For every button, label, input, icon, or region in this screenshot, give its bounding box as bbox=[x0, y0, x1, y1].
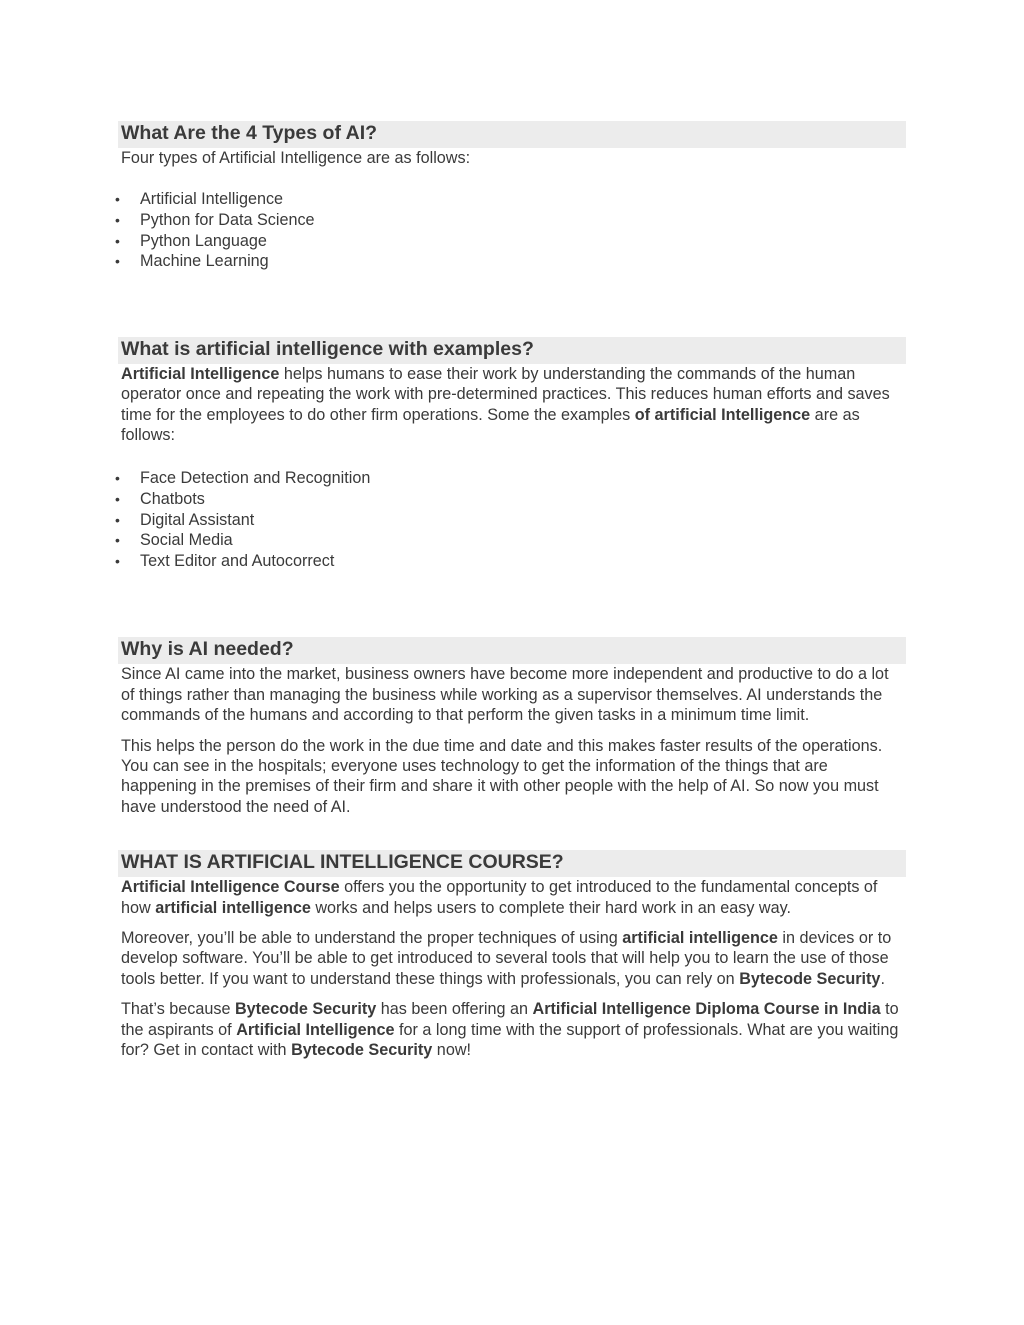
list-item: • Face Detection and Recognition bbox=[115, 469, 371, 488]
list-item: • Python Language bbox=[115, 231, 267, 250]
section-paragraph: Moreover, you’ll be able to understand the proper techniques of using artificial intelligence in devices or to develop software. You’ll be able to get introduced to several tools that will help you to learn the use of those tools better. If you want to understand these things with professionals, you can rely on Bytecode Security. bbox=[121, 929, 892, 988]
section-why-ai-needed bbox=[118, 637, 906, 817]
section-heading: What Are the 4 Types of AI? bbox=[118, 121, 906, 148]
section-types-of-ai bbox=[115, 121, 906, 272]
list-item: • Text Editor and Autocorrect bbox=[115, 551, 335, 570]
list-item: • Digital Assistant bbox=[115, 510, 255, 529]
list-item: • Artificial Intelligence bbox=[115, 190, 284, 209]
list-item: • Python for Data Science bbox=[115, 211, 315, 229]
types-list bbox=[115, 189, 906, 271]
section-intro: Four types of Artificial Intelligence are as follows: bbox=[121, 149, 471, 167]
section-heading: WHAT IS ARTIFICIAL INTELLIGENCE COURSE? bbox=[118, 850, 906, 877]
section-heading: Why is AI needed? bbox=[118, 637, 906, 664]
section-ai-examples bbox=[115, 337, 906, 572]
document-body bbox=[115, 121, 906, 1070]
section-heading: What is artificial intelligence with examples? bbox=[118, 337, 906, 364]
section-paragraph: That’s because Bytecode Security has been offering an Artificial Intelligence Diploma Course in India to the aspirants of Artificial Intelligence for a long time with the support of professionals. What are you waiting for? Get in contact with Bytecode Security now! bbox=[121, 1000, 899, 1060]
list-item: • Chatbots bbox=[115, 490, 205, 508]
list-item: • Social Media bbox=[115, 531, 233, 550]
examples-list bbox=[115, 468, 906, 571]
section-paragraph: Artificial Intelligence helps humans to ease their work by understanding the commands of the human operator once and repeating the work with pre-determined practices. This reduces human efforts and saves time for the employees to do other firm operations. Some the examples of artificial Intelligence are as follows: bbox=[121, 364, 890, 444]
section-ai-course bbox=[118, 850, 906, 1060]
section-paragraph: Artificial Intelligence Course offers you the opportunity to get introduced to the fundamental concepts of how artificial intelligence works and helps users to complete their hard work in an easy way. bbox=[121, 878, 878, 917]
section-paragraph: Since AI came into the market, business owners have become more independent and productive to do a lot of things rather than managing the business while working as a supervisor themselves. AI understands the commands of the humans and according to that perform the given tasks in a minimum time limit. bbox=[121, 665, 889, 725]
section-paragraph: This helps the person do the work in the due time and date and this makes faster results of the operations. You can see in the hospitals; everyone uses technology to get the information of the things that are happening in the premises of their firm and share it with other people with the help of AI. So now you must have understood the need of AI. bbox=[121, 736, 883, 816]
list-item: • Machine Learning bbox=[115, 252, 269, 271]
